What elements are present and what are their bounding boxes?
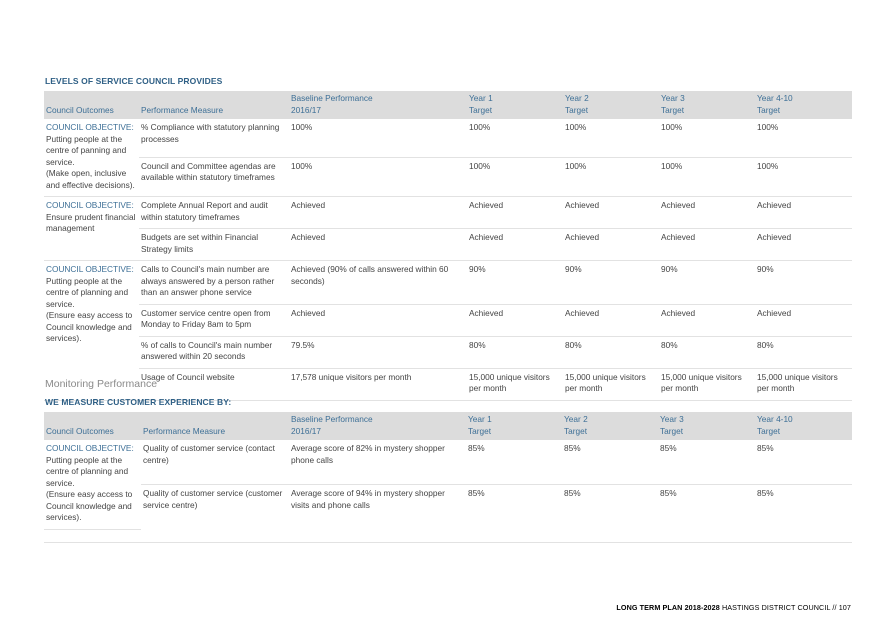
header-year-4-10: Year 4-10 Target bbox=[755, 91, 852, 119]
year1-cell: 100% bbox=[467, 157, 563, 196]
baseline-cell: Average score of 94% in mystery shopper visits and phone calls bbox=[291, 488, 445, 510]
header-year-3: Year 3 Target bbox=[658, 412, 755, 440]
objective-note: (Ensure easy access to Council knowledge and services). bbox=[46, 310, 133, 343]
year1-cell: 85% bbox=[466, 440, 562, 485]
monitoring-performance-heading: Monitoring Performance bbox=[45, 378, 158, 390]
year4-10-cell: 80% bbox=[755, 336, 852, 368]
year2-cell: Achieved bbox=[563, 304, 659, 336]
baseline-cell: 100% bbox=[289, 119, 467, 157]
year1-cell: Achieved bbox=[467, 304, 563, 336]
year3-cell: 85% bbox=[660, 488, 677, 498]
year4-10-cell: 85% bbox=[755, 440, 852, 485]
year2-cell: 85% bbox=[564, 488, 581, 498]
objective-text: Putting people at the centre of panning and service. bbox=[46, 133, 127, 167]
footer-plan-title: LONG TERM PLAN 2018-2028 bbox=[616, 603, 720, 612]
customer-experience-table bbox=[44, 412, 852, 543]
header-year-3: Year 3 Target bbox=[659, 91, 755, 119]
baseline-cell: Achieved bbox=[289, 229, 467, 261]
year4-10-cell: 100% bbox=[755, 119, 852, 157]
year2-cell: 80% bbox=[563, 336, 659, 368]
objective-text: Ensure prudent financial management bbox=[46, 211, 136, 233]
council-outcome-cell bbox=[44, 119, 139, 197]
measure-cell: Calls to Council's main number are always answered by a person rather than an answer phone service bbox=[139, 261, 289, 305]
measure-cell: Quality of customer service (customer service centre) bbox=[143, 488, 283, 510]
year1-cell: 90% bbox=[467, 261, 563, 305]
year1-cell: Achieved bbox=[467, 229, 563, 261]
header-year-2: Year 2 Target bbox=[562, 412, 658, 440]
year1-cell: 15,000 unique visitors per month bbox=[467, 368, 563, 400]
header-year-2: Year 2 Target bbox=[563, 91, 659, 119]
measure-cell: % of calls to Council's main number answered within 20 seconds bbox=[139, 336, 289, 368]
bottom-rule-cell bbox=[44, 529, 852, 542]
baseline-cell: Average score of 82% in mystery shopper phone calls bbox=[289, 440, 466, 485]
year3-cell: 90% bbox=[659, 261, 755, 305]
levels-of-service-table bbox=[44, 91, 852, 401]
measure-cell: Quality of customer service (contact centre) bbox=[141, 440, 289, 485]
measure-cell: Budgets are set within Financial Strategy limits bbox=[139, 229, 289, 261]
header-year-1: Year 1 Target bbox=[466, 412, 562, 440]
table-row bbox=[44, 119, 852, 157]
table-row bbox=[44, 485, 852, 530]
table-row bbox=[44, 157, 852, 196]
measure-cell: Usage of Council website bbox=[139, 368, 289, 400]
year4-10-cell: Achieved bbox=[755, 197, 852, 229]
year4-10-cell: 15,000 unique visitors per month bbox=[755, 368, 852, 400]
measure-cell: Council and Committee agendas are available within statutory timeframes bbox=[139, 157, 289, 196]
footer-separator: // bbox=[832, 603, 837, 612]
baseline-cell: 79.5% bbox=[289, 336, 467, 368]
table-row bbox=[44, 261, 852, 305]
section-title-customer-experience: WE MEASURE CUSTOMER EXPERIENCE BY: bbox=[45, 397, 232, 407]
objective-label: COUNCIL OBJECTIVE: bbox=[46, 264, 134, 274]
year4-10-cell: 85% bbox=[757, 488, 774, 498]
baseline-cell: Achieved bbox=[289, 304, 467, 336]
baseline-cell: Achieved bbox=[289, 197, 467, 229]
year2-cell: 90% bbox=[563, 261, 659, 305]
year4-10-cell: 90% bbox=[755, 261, 852, 305]
year2-cell: Achieved bbox=[563, 229, 659, 261]
header-performance-measure: Performance Measure bbox=[141, 412, 289, 440]
measure-cell: Customer service centre open from Monday to Friday 8am to 5pm bbox=[139, 304, 289, 336]
section-title-levels-of-service: LEVELS OF SERVICE COUNCIL PROVIDES bbox=[45, 76, 223, 86]
year4-10-cell: Achieved bbox=[755, 304, 852, 336]
year3-cell: Achieved bbox=[659, 197, 755, 229]
year3-cell: 85% bbox=[658, 440, 755, 485]
header-performance-measure: Performance Measure bbox=[139, 91, 289, 119]
objective-text: Putting people at the centre of planning and service. bbox=[46, 454, 129, 488]
footer-council-name: HASTINGS DISTRICT COUNCIL bbox=[721, 603, 831, 612]
year2-cell: 85% bbox=[562, 440, 658, 485]
year2-cell: 100% bbox=[563, 157, 659, 196]
year2-cell: 15,000 unique visitors per month bbox=[563, 368, 659, 400]
table-row bbox=[44, 229, 852, 261]
table-bottom-rule bbox=[44, 529, 852, 542]
baseline-cell: Achieved (90% of calls answered within 60 seconds) bbox=[289, 261, 467, 305]
table-header-row bbox=[44, 412, 852, 440]
year1-cell: 85% bbox=[468, 488, 485, 498]
objective-note: (Ensure easy access to Council knowledge and services). bbox=[46, 489, 133, 522]
year4-10-cell: Achieved bbox=[755, 229, 852, 261]
header-council-outcomes: Council Outcomes bbox=[44, 412, 141, 440]
council-outcome-cell bbox=[44, 197, 139, 261]
table-row bbox=[44, 304, 852, 336]
page-footer bbox=[616, 603, 851, 612]
year1-cell: Achieved bbox=[467, 197, 563, 229]
objective-text: Putting people at the centre of planning and service. bbox=[46, 275, 129, 309]
year4-10-cell: 100% bbox=[755, 157, 852, 196]
header-year-4-10: Year 4-10 Target bbox=[755, 412, 852, 440]
table-row bbox=[44, 368, 852, 400]
measure-cell: Complete Annual Report and audit within statutory timeframes bbox=[139, 197, 289, 229]
baseline-cell: 17,578 unique visitors per month bbox=[289, 368, 467, 400]
year3-cell: 80% bbox=[659, 336, 755, 368]
baseline-cell: 100% bbox=[289, 157, 467, 196]
table-row bbox=[44, 197, 852, 229]
header-council-outcomes: Council Outcomes bbox=[44, 91, 139, 119]
table-header-row bbox=[44, 91, 852, 119]
year3-cell: 100% bbox=[659, 157, 755, 196]
year1-cell: 100% bbox=[467, 119, 563, 157]
year3-cell: Achieved bbox=[659, 229, 755, 261]
year2-cell: 100% bbox=[563, 119, 659, 157]
council-outcome-cell bbox=[44, 440, 141, 529]
objective-label: COUNCIL OBJECTIVE: bbox=[46, 443, 134, 453]
objective-label: COUNCIL OBJECTIVE: bbox=[46, 200, 134, 210]
year2-cell: Achieved bbox=[563, 197, 659, 229]
year3-cell: Achieved bbox=[659, 304, 755, 336]
table-row bbox=[44, 440, 852, 485]
measure-cell: % Compliance with statutory planning processes bbox=[139, 119, 289, 157]
header-baseline: Baseline Performance 2016/17 bbox=[289, 412, 466, 440]
year3-cell: 100% bbox=[659, 119, 755, 157]
header-baseline: Baseline Performance 2016/17 bbox=[289, 91, 467, 119]
objective-label: COUNCIL OBJECTIVE: bbox=[46, 122, 134, 132]
year1-cell: 80% bbox=[467, 336, 563, 368]
objective-note: (Make open, inclusive and effective decisions). bbox=[46, 168, 135, 190]
page-number: 107 bbox=[838, 603, 851, 612]
year3-cell: 15,000 unique visitors per month bbox=[659, 368, 755, 400]
header-year-1: Year 1 Target bbox=[467, 91, 563, 119]
table-row bbox=[44, 336, 852, 368]
